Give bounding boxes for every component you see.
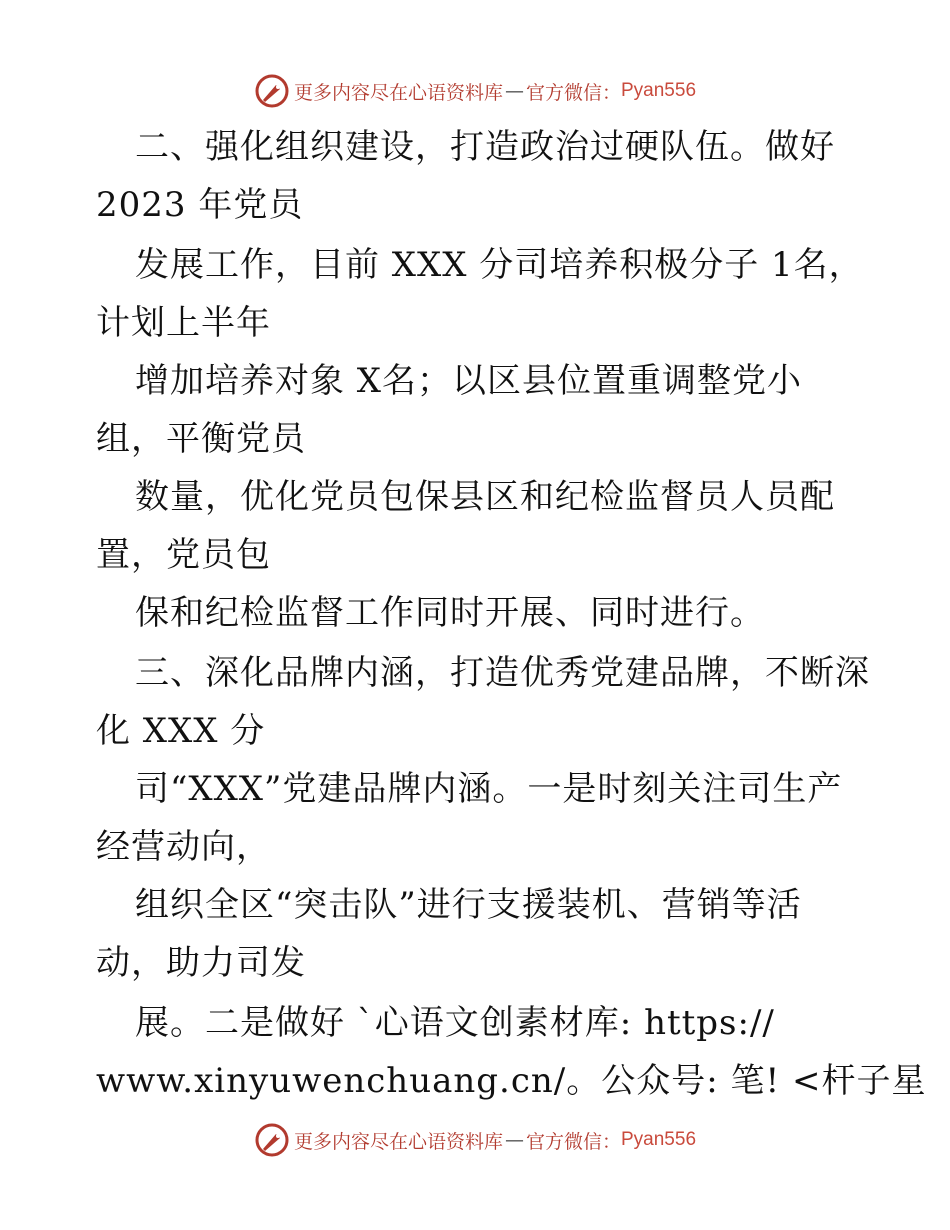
text-line: 保和纪检监督工作同时开展、同时进行。 (135, 593, 765, 633)
text-line: 化 XXX 分 (96, 711, 266, 751)
text-line: 经营动向， (96, 827, 271, 867)
text-line: 展。二是做好 `心语文创素材库: https:// (135, 1003, 775, 1043)
footer-wechat-id: Pyan556 (621, 1129, 697, 1150)
pen-nib-circle-icon (254, 1122, 290, 1158)
header-watermark (0, 71, 950, 111)
text-line: 组织全区“突击队”进行支援装机、营销等活 (135, 885, 802, 925)
footer-watermark (0, 1120, 950, 1160)
text-line: 增加培养对象 X名；以区县位置重调整党小 (135, 361, 803, 401)
footer-title: 更多内容尽在心语资料库 (293, 1130, 503, 1153)
text-line: www.xinyuwenchuang.cn/。公众号: 笔! <杆子星 (96, 1061, 927, 1101)
text-line: 数量，优化党员包保县区和纪检监督员人员配 (135, 477, 835, 517)
header-title: 更多内容尽在心语资料库 (293, 81, 503, 104)
text-line: 司“XXX”党建品牌内涵。一是时刻关注司生产 (135, 769, 843, 809)
text-line: 组，平衡党员 (96, 419, 306, 459)
pen-nib-circle-icon (254, 73, 290, 109)
header-wechat-label: 官方微信： (525, 81, 621, 104)
text-line: 计划上半年 (96, 303, 271, 343)
footer-wechat-label: 官方微信： (525, 1130, 621, 1153)
text-line: 2023 年党员 (96, 185, 304, 225)
text-line: 动，助力司发 (96, 943, 306, 983)
footer-separator: — (504, 1129, 524, 1151)
text-line: 二、强化组织建设，打造政治过硬队伍。做好 (135, 127, 835, 167)
text-line: 三、深化品牌内涵，打造优秀党建品牌，不断深 (135, 653, 870, 693)
text-line: 置，党员包 (96, 535, 271, 575)
text-line: 发展工作，目前 XXX 分司培养积极分子 1名， (135, 245, 864, 285)
header-separator: — (504, 80, 524, 102)
header-wechat-id: Pyan556 (621, 80, 697, 101)
